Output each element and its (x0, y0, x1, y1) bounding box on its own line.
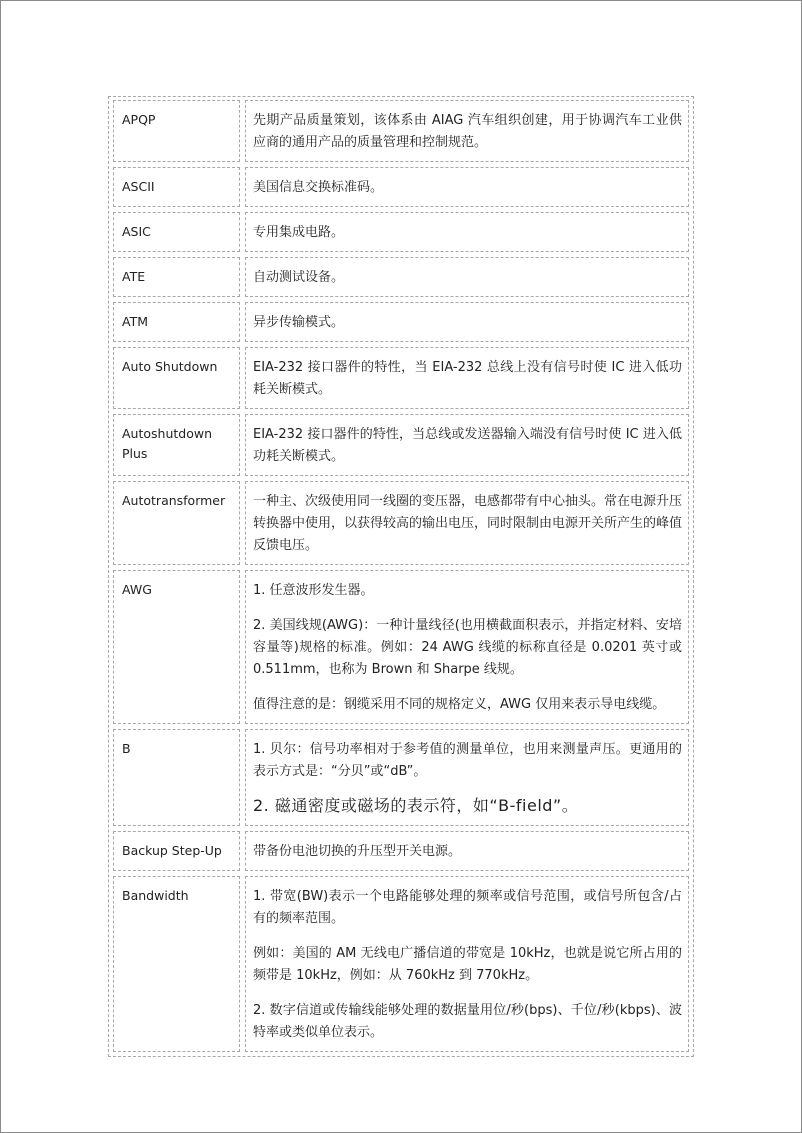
definition-cell (245, 167, 689, 207)
term-cell: APQP (113, 100, 240, 162)
definition-cell (245, 347, 689, 409)
definition-cell (245, 100, 689, 162)
glossary-table (108, 96, 694, 1057)
table-row (113, 347, 689, 409)
definition-cell (245, 876, 689, 1052)
definition-text: 1. 带宽(BW)表示一个电路能够处理的频率或信号范围，或信号所包含/占有的频率范围。 (253, 889, 682, 926)
definition-text: 1. 任意波形发生器。 (253, 583, 374, 598)
table-row (113, 212, 689, 252)
term-cell: Backup Step-Up (113, 831, 240, 871)
definition-text: EIA-232 接口器件的特性，当 EIA-232 总线上没有信号时使 IC 进入低功耗关断模式。 (253, 360, 682, 397)
definition-text: 异步传输模式。 (253, 315, 345, 330)
term-cell: ATM (113, 302, 240, 342)
definition-cell (245, 212, 689, 252)
definition-cell (245, 831, 689, 871)
table-row (113, 100, 689, 162)
definition-cell (245, 570, 689, 724)
term-cell: Autoshutdown Plus (113, 414, 240, 476)
table-row (113, 481, 689, 565)
table-row (113, 729, 689, 826)
table-row (113, 257, 689, 297)
definition-cell (245, 729, 689, 826)
definition-text: 一种主、次级使用同一线圈的变压器，电感都带有中心抽头。常在电源升压转换器中使用，以获得较高的输出电压，同时限制由电源开关所产生的峰值反馈电压。 (253, 494, 683, 553)
definition-text: 带备份电池切换的升压型开关电源。 (253, 844, 462, 859)
table-row (113, 302, 689, 342)
term-cell: B (113, 729, 240, 826)
definition-text: 2. 磁通密度或磁场的表示符，如“B-field”。 (253, 796, 579, 815)
term-cell: Bandwidth (113, 876, 240, 1052)
term-cell: ASCII (113, 167, 240, 207)
definition-text: 专用集成电路。 (253, 225, 345, 240)
definition-text: 先期产品质量策划，该体系由 AIAG 汽车组织创建，用于协调汽车工业供应商的通用产品的质量管理和控制规范。 (253, 113, 682, 150)
term-cell: Autotransformer (113, 481, 240, 565)
term-cell: ASIC (113, 212, 240, 252)
definition-text: EIA-232 接口器件的特性，当总线或发送器输入端没有信号时使 IC 进入低功耗关断模式。 (253, 427, 682, 464)
definition-cell (245, 481, 689, 565)
table-row (113, 876, 689, 1052)
table-row (113, 570, 689, 724)
definition-text: 值得注意的是：钢缆采用不同的规格定义，AWG 仅用来表示导电线缆。 (253, 697, 666, 712)
term-cell: ATE (113, 257, 240, 297)
term-cell: AWG (113, 570, 240, 724)
definition-cell (245, 257, 689, 297)
definition-text: 2. 美国线规(AWG)：一种计量线径(也用横截面积表示，并指定材料、安培容量等)规格的标准。例如：24 AWG 线缆的标称直径是 0.0201 英寸或 0.511mm，也称为 Brown 和 Sharpe 线规。 (253, 618, 682, 677)
definition-cell (245, 302, 689, 342)
table-row (113, 831, 689, 871)
definition-text: 例如：美国的 AM 无线电广播信道的带宽是 10kHz，也就是说它所占用的频带是 10kHz，例如：从 760kHz 到 770kHz。 (253, 946, 682, 983)
table-row (113, 414, 689, 476)
definition-text: 2. 数字信道或传输线能够处理的数据量用位/秒(bps)、千位/秒(kbps)、波特率或类似单位表示。 (253, 1003, 682, 1040)
definition-text: 自动测试设备。 (253, 270, 345, 285)
table-row (113, 167, 689, 207)
term-cell: Auto Shutdown (113, 347, 240, 409)
definition-text: 1. 贝尔：信号功率相对于参考值的测量单位，也用来测量声压。更通用的表示方式是：“分贝”或“dB”。 (253, 742, 682, 779)
definition-text: 美国信息交换标准码。 (253, 180, 384, 195)
definition-cell (245, 414, 689, 476)
